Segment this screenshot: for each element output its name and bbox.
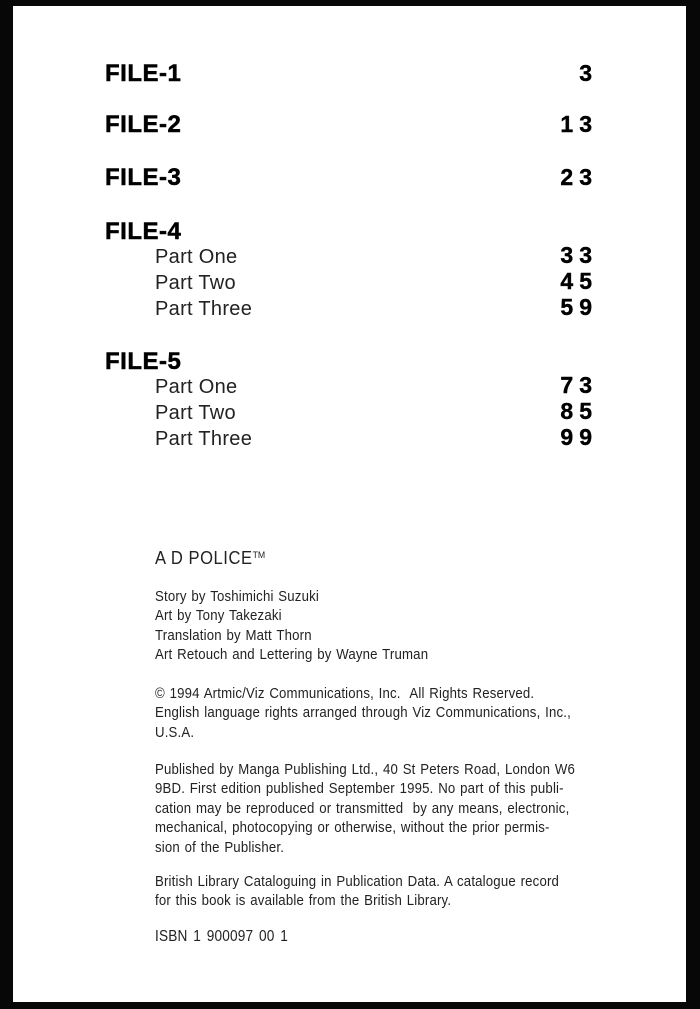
toc-entry-label: FILE-2 xyxy=(105,111,182,138)
isbn-block xyxy=(155,927,288,946)
publisher-line: cation may be reproduced or transmitted by any means, electronic, xyxy=(155,799,570,817)
credit-line: Translation by Matt Thorn xyxy=(155,626,312,644)
library-line: for this book is available from the British Library. xyxy=(155,892,452,910)
toc-entry-label: FILE-5 xyxy=(105,348,182,375)
toc-page-number: 33 xyxy=(560,242,598,268)
toc-page-number: 73 xyxy=(560,372,598,398)
toc-subentry xyxy=(105,242,598,268)
toc-subentry-label: Part One xyxy=(155,246,238,268)
toc-entry-label: FILE-1 xyxy=(105,60,182,87)
toc-subentry-label: Part Three xyxy=(155,428,253,450)
toc-entry-label: FILE-3 xyxy=(105,164,182,191)
toc-page-number: 23 xyxy=(560,164,598,190)
publisher-line: mechanical, photocopying or otherwise, without the prior permis- xyxy=(155,819,550,837)
trademark-symbol: TM xyxy=(252,550,266,561)
toc-entry xyxy=(105,164,598,191)
credit-line: Art by Tony Takezaki xyxy=(155,607,282,625)
publisher-line: sion of the Publisher. xyxy=(155,838,285,856)
toc-entry xyxy=(105,60,598,87)
toc-page-number: 59 xyxy=(560,294,598,320)
toc-subentry-label: Part Two xyxy=(155,272,236,294)
toc-subentry xyxy=(105,268,598,294)
toc-entry xyxy=(105,220,592,244)
publisher-line: Published by Manga Publishing Ltd., 40 St Peters Road, London W6 xyxy=(155,761,575,778)
book-title-text: A D POLICE xyxy=(155,548,253,568)
scan-border-bottom xyxy=(0,1002,700,1009)
toc-page-number: 13 xyxy=(560,111,598,137)
toc-entry xyxy=(105,350,592,374)
scan-border-right xyxy=(686,0,700,1009)
toc-page-number: 3 xyxy=(579,60,598,86)
book-title xyxy=(155,549,265,567)
toc-entry-label: FILE-4 xyxy=(105,218,182,245)
toc-entry xyxy=(105,111,598,138)
toc-page-number: 99 xyxy=(560,424,598,450)
toc-subentry xyxy=(105,424,598,450)
toc-subentry-label: Part One xyxy=(155,376,238,398)
publisher-line: 9BD. First edition published September 1995. No part of this publi- xyxy=(155,780,564,798)
credit-line: Story by Toshimichi Suzuki xyxy=(155,588,319,605)
copyright-line: U.S.A. xyxy=(155,723,195,741)
toc-subentry-label: Part Three xyxy=(155,298,253,320)
copyright-block xyxy=(155,684,571,742)
toc-subentry xyxy=(105,398,598,424)
library-block xyxy=(155,872,559,911)
credit-line: Art Retouch and Lettering by Wayne Truman xyxy=(155,646,429,664)
copyright-line: English language rights arranged through Viz Communications, Inc., xyxy=(155,704,571,722)
scan-border-top xyxy=(0,0,700,6)
toc-subentry xyxy=(105,294,598,320)
scan-border-left xyxy=(0,0,13,1009)
toc-subentry xyxy=(105,372,598,398)
library-line: British Library Cataloguing in Publication Data. A catalogue record xyxy=(155,873,560,890)
toc-page-number: 85 xyxy=(560,398,598,424)
credits-block xyxy=(155,587,428,665)
isbn: ISBN 1 900097 00 1 xyxy=(155,928,289,945)
toc-page-number: 45 xyxy=(560,268,598,294)
toc-subentry-label: Part Two xyxy=(155,402,236,424)
copyright-line: © 1994 Artmic/Viz Communications, Inc. All Rights Reserved. xyxy=(155,685,535,702)
publisher-block xyxy=(155,760,575,857)
